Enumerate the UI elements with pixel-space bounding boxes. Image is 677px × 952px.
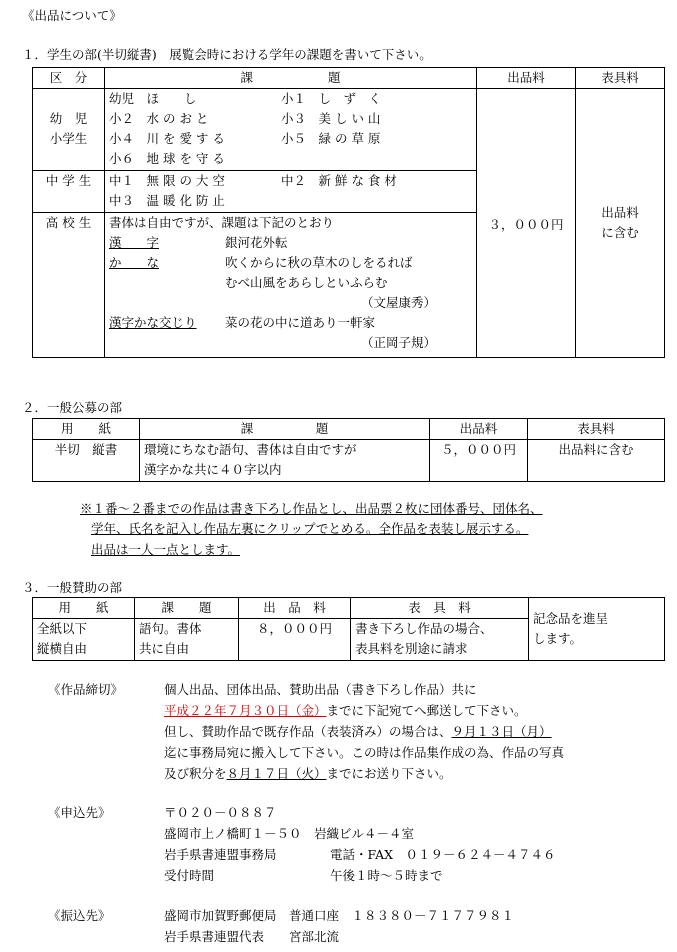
ko-intro: 書体は自由ですが、課題は下記のとおり [109,215,335,230]
elem-theme: 小３ 美 し い 山 [281,111,381,126]
section1-table [32,67,665,358]
ko-kana-text-1: 吹くからに秋の草木のしをるれば [225,255,413,270]
s2-head-paper: 用 紙 [33,419,140,440]
section2-title: ２．一般公募の部 [22,400,123,415]
elem-theme: 小６ 地 球 を 守 る [109,151,225,166]
section2-table [32,418,665,482]
s2-theme-1: 環境にちなむ語句、書体は自由ですが [144,442,357,457]
s2-theme-2: 漢字かな共に４０字以内 [144,462,282,477]
s1-mount: 出品料 に含む [576,89,665,358]
apply-org: 岩手県書連盟事務局 [164,847,277,862]
s3-gift-1: 記念品を進呈 [533,611,609,626]
s3-mount [351,619,529,661]
apply-label: 《申込先》 [48,805,111,820]
s1-head-fee: 出品料 [477,68,576,89]
s3-head-mount: 表 具 料 [351,598,529,619]
note-line-2: 学年、氏名を記入し作品左裏にクリップでとめる。全作品を表装し展示する。 [91,521,529,536]
s1-label-chu: 中 学 生 [33,171,105,213]
s1-label-youji-2: 小学生 [49,131,88,146]
transfer-label: 《振込先》 [48,908,111,923]
transfer-bank: 盛岡市加賀野郵便局 普通口座 １８３８０－７１７７９８１ [164,908,515,923]
s3-fee: ８，０００円 [239,619,351,661]
s3-gift [529,598,665,661]
s1-label-youji [33,89,105,171]
s2-head-mount: 表具料 [528,419,665,440]
chu-theme: 中２ 新 鮮 な 食 材 [281,173,397,188]
ko-kana-label: か な [109,255,160,270]
apply-address: 盛岡市上ノ橋町１－５０ 岩織ビル４－４室 [164,826,415,841]
s2-head-fee: 出品料 [430,419,528,440]
section3-table [32,597,665,661]
s3-theme-1: 語句。書体 [139,621,202,636]
elem-theme: 幼児 ほ し [109,91,197,106]
elem-theme: 小２ 水 の お と [109,111,209,126]
s3-paper-1: 全紙以下 [37,621,88,636]
s2-head-theme: 課 題 [140,419,430,440]
s2-theme [140,440,430,482]
deadline-date: 平成２２年７月３０日（金） [164,703,327,718]
s1-head-mount: 表具料 [576,68,665,89]
section3-title: ３．一般賛助の部 [22,580,123,595]
ko-kana-author: （文屋康秀） [361,295,437,310]
s2-paper: 半切 縦書 [33,440,140,482]
s2-fee: ５，０００円 [430,440,528,482]
s1-head-division: 区 分 [33,68,105,89]
deadline-line-1: 個人出品、団体出品、賛助出品（書き下ろし作品）共に [164,682,477,697]
ko-mix-text: 菜の花の中に道あり一軒家 [225,315,376,330]
note-line-3: 出品は一人一点とします。 [91,542,241,557]
s3-head-theme: 課 題 [135,598,239,619]
ko-kanji-label: 漢 字 [109,235,160,250]
deadline-line-5: 及び釈分を８月１７日（火）までにお送り下さい。 [164,766,452,781]
deadline-label: 《作品締切》 [48,682,124,697]
s1-label-ko: 高 校 生 [33,213,105,358]
chu-theme: 中１ 無 限 の 大 空 [109,173,225,188]
s1-head-theme: 課 題 [105,68,477,89]
elem-theme: 小１ し ず く [281,91,382,106]
s3-paper-2: 縦横自由 [37,641,88,656]
transfer-holder: 岩手県書連盟代表 宮部北流 [164,929,340,944]
ko-kana-text-2: むべ山風をあらしといふらむ [225,275,388,290]
s3-head-fee: 出 品 料 [239,598,351,619]
s1-label-youji-1: 幼 児 [49,111,88,126]
elem-theme: 小４ 川 を 愛 す る [109,131,225,146]
section1-title: １．学生の部(半切縦書) 展覧会時における学年の課題を書いて下さい。 [22,47,432,62]
s1-chu-themes [105,171,477,213]
apply-hours: 午後１時～５時まで [330,868,443,883]
s3-head-paper: 用 紙 [33,598,135,619]
apply-hours-label: 受付時間 [164,868,215,883]
ko-kanji-text: 銀河花外転 [225,235,288,250]
elem-theme: 小５ 緑 の 草 原 [281,131,381,146]
s3-gift-2: します。 [533,631,583,646]
s3-paper [33,619,135,661]
deadline-line-4: 迄に事務局宛に搬入して下さい。この時は作品集作成の為、作品の写真 [164,745,565,760]
s1-elem-themes [105,89,477,171]
s3-mount-1: 書き下ろし作品の場合、 [355,621,493,636]
s3-mount-2: 表具料を別途に請求 [355,641,468,656]
ko-mix-label: 漢字かな交じり [109,315,197,330]
chu-theme: 中３ 温 暖 化 防 止 [109,193,225,208]
s1-fee: ３，０００円 [477,89,576,358]
note-line-1: ※１番～２番までの作品は書き下ろし作品とし、出品票２枚に団体番号、団体名、 [80,501,543,516]
s2-mount: 出品料に含む [528,440,665,482]
deadline-line-2: 平成２２年７月３０日（金）までに下記宛てへ郵送して下さい。 [164,703,527,718]
apply-tel: 電話・FAX ０１９－６２４－４７４６ [330,847,556,862]
s3-theme [135,619,239,661]
s3-theme-2: 共に自由 [139,641,190,656]
apply-zip: 〒０２０－０８８７ [164,805,277,820]
page-header: 《出品について》 [22,8,122,23]
s1-ko-themes [105,213,477,358]
deadline-line-3: 但し、賛助作品で既存作品（表装済み）の場合は、９月１３日（月） [164,724,552,739]
ko-mix-author: （正岡子規） [361,335,437,350]
